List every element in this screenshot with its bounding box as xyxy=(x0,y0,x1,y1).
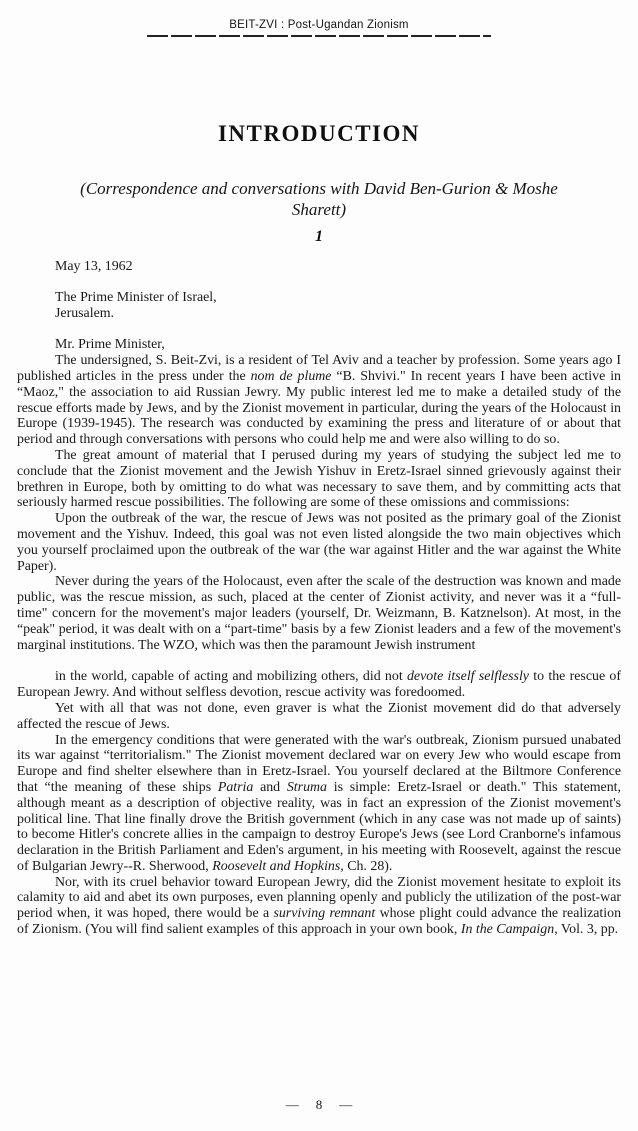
letter-salutation: Mr. Prime Minister, xyxy=(55,337,165,353)
header-rule xyxy=(147,35,491,37)
letter-paragraph: The undersigned, S. Beit-Zvi, is a resident of Tel Aviv and a teacher by profession. Some years ago I published articles in the press under the nom de plume “B. Shvivi." In recent years I have been active in “Maoz," the association to aid Russian Jewry. My public interest led me to make a detailed study of the rescue efforts made by Jews, and by the Zionist movement in particular, during the years of the Holocaust in Europe (1939-1945). The research was conducted by examining the press and literature of or about that period and through conversations with persons who could help me and were also willing to do so. xyxy=(17,353,621,448)
section-number: 1 xyxy=(315,228,323,245)
letter xyxy=(17,259,621,938)
emphasis: devote itself selflessly xyxy=(406,669,529,685)
page-number: 8 xyxy=(315,1097,323,1112)
address-line: The Prime Minister of Israel, xyxy=(55,289,217,305)
page-footer xyxy=(0,1097,638,1113)
emphasis: surviving remnant xyxy=(273,906,376,922)
running-header: BEIT-ZVI : Post-Ugandan Zionism xyxy=(229,19,409,31)
letter-paragraph: The great amount of material that I perused during my years of studying the subject led me to conclude that the Zionist movement and the Jewish Yishuv in Eretz-Israel sinned grievously against their brethren in Europe, both by omitting to do what was necessary to save them, and by committing acts that seriously harmed rescue possibilities. The following are some of these omissions and commissions: xyxy=(17,447,621,511)
letter-date: May 13, 1962 xyxy=(55,259,133,274)
address-line: Jerusalem. xyxy=(55,305,115,321)
footer-dash-left: — xyxy=(285,1097,299,1112)
emphasis: Roosevelt and Hopkins xyxy=(212,858,341,874)
letter-paragraph: Nor, with its cruel behavior toward European Jewry, did the Zionist movement hesitate to exploit its calamity to aid and abet its own purposes, even planning openly and publicly the utilization of the post-war period when, it was hoped, there would be a surviving remnant whose plight could advance the realization of Zionism. (You will find salient examples of this approach in your own book, In the Campaign, Vol. 3, pp. xyxy=(17,874,622,938)
letter-address xyxy=(55,290,621,322)
footer-dash-right: — xyxy=(339,1097,353,1112)
emphasis: Patria xyxy=(217,779,254,795)
letter-body xyxy=(17,353,621,938)
letter-paragraph: in the world, capable of acting and mobilizing others, did not devote itself selflessly to the rescue of European Jewry. And without selfless devotion, rescue activity was foredoomed. xyxy=(17,669,621,701)
letter-paragraph: In the emergency conditions that were generated with the war's outbreak, Zionism pursued unabated its war against “territorialism." The Zionist movement declared war on every Jew who would escape from Europe and find shelter elsewhere than in Eretz-Israel. You yourself declared at the Biltmore Conference that “the meaning of these ships Patria and Struma is simple: Eretz-Israel or death." This statement, although meant as a description of objective reality, was in fact an expression of the Zionist movement's political line. That line finally drove the British government (which in any case was not made up of saints) to become Hitler's concrete allies in the campaign to destroy Europe's Jews (see Lord Cranborne's infamous declaration in the British Parliament and Eden's argument, in his meeting with Roosevelt, against the rescue of Bulgarian Jewry--R. Sherwood, Roosevelt and Hopkins, Ch. 28). xyxy=(17,732,621,874)
emphasis: Struma xyxy=(286,779,327,795)
emphasis: In the Campaign xyxy=(460,922,555,938)
subtitle: (Correspondence and conversations with David Ben-Gurion & Moshe Sharett) xyxy=(80,179,558,219)
letter-paragraph: Upon the outbreak of the war, the rescue of Jews was not posited as the primary goal of the Zionist movement and the Yishuv. Indeed, this goal was not even listed alongside the two main objectives which you yourself proclaimed upon the outbreak of the war (the war against Hitler and the war against the White Paper). xyxy=(17,511,621,574)
emphasis: nom de plume xyxy=(250,368,332,384)
letter-paragraph: Yet with all that was not done, even graver is what the Zionist movement did do that adversely affected the rescue of Jews. xyxy=(17,700,621,732)
letter-paragraph: Never during the years of the Holocaust, even after the scale of the destruction was known and made public, was the rescue mission, as such, placed at the center of Zionist activity, and never was it a “full-time" concern for the movement's major leaders (yourself, Dr. Weizmann, B. Katznelson). At most, in the “peak" period, it was dealt with on a “part-time" basis by a few Zionist leaders and a few of the movement's marginal institutions. The WZO, which was then the paramount Jewish instrument xyxy=(17,574,621,653)
page-title: INTRODUCTION xyxy=(217,121,421,146)
